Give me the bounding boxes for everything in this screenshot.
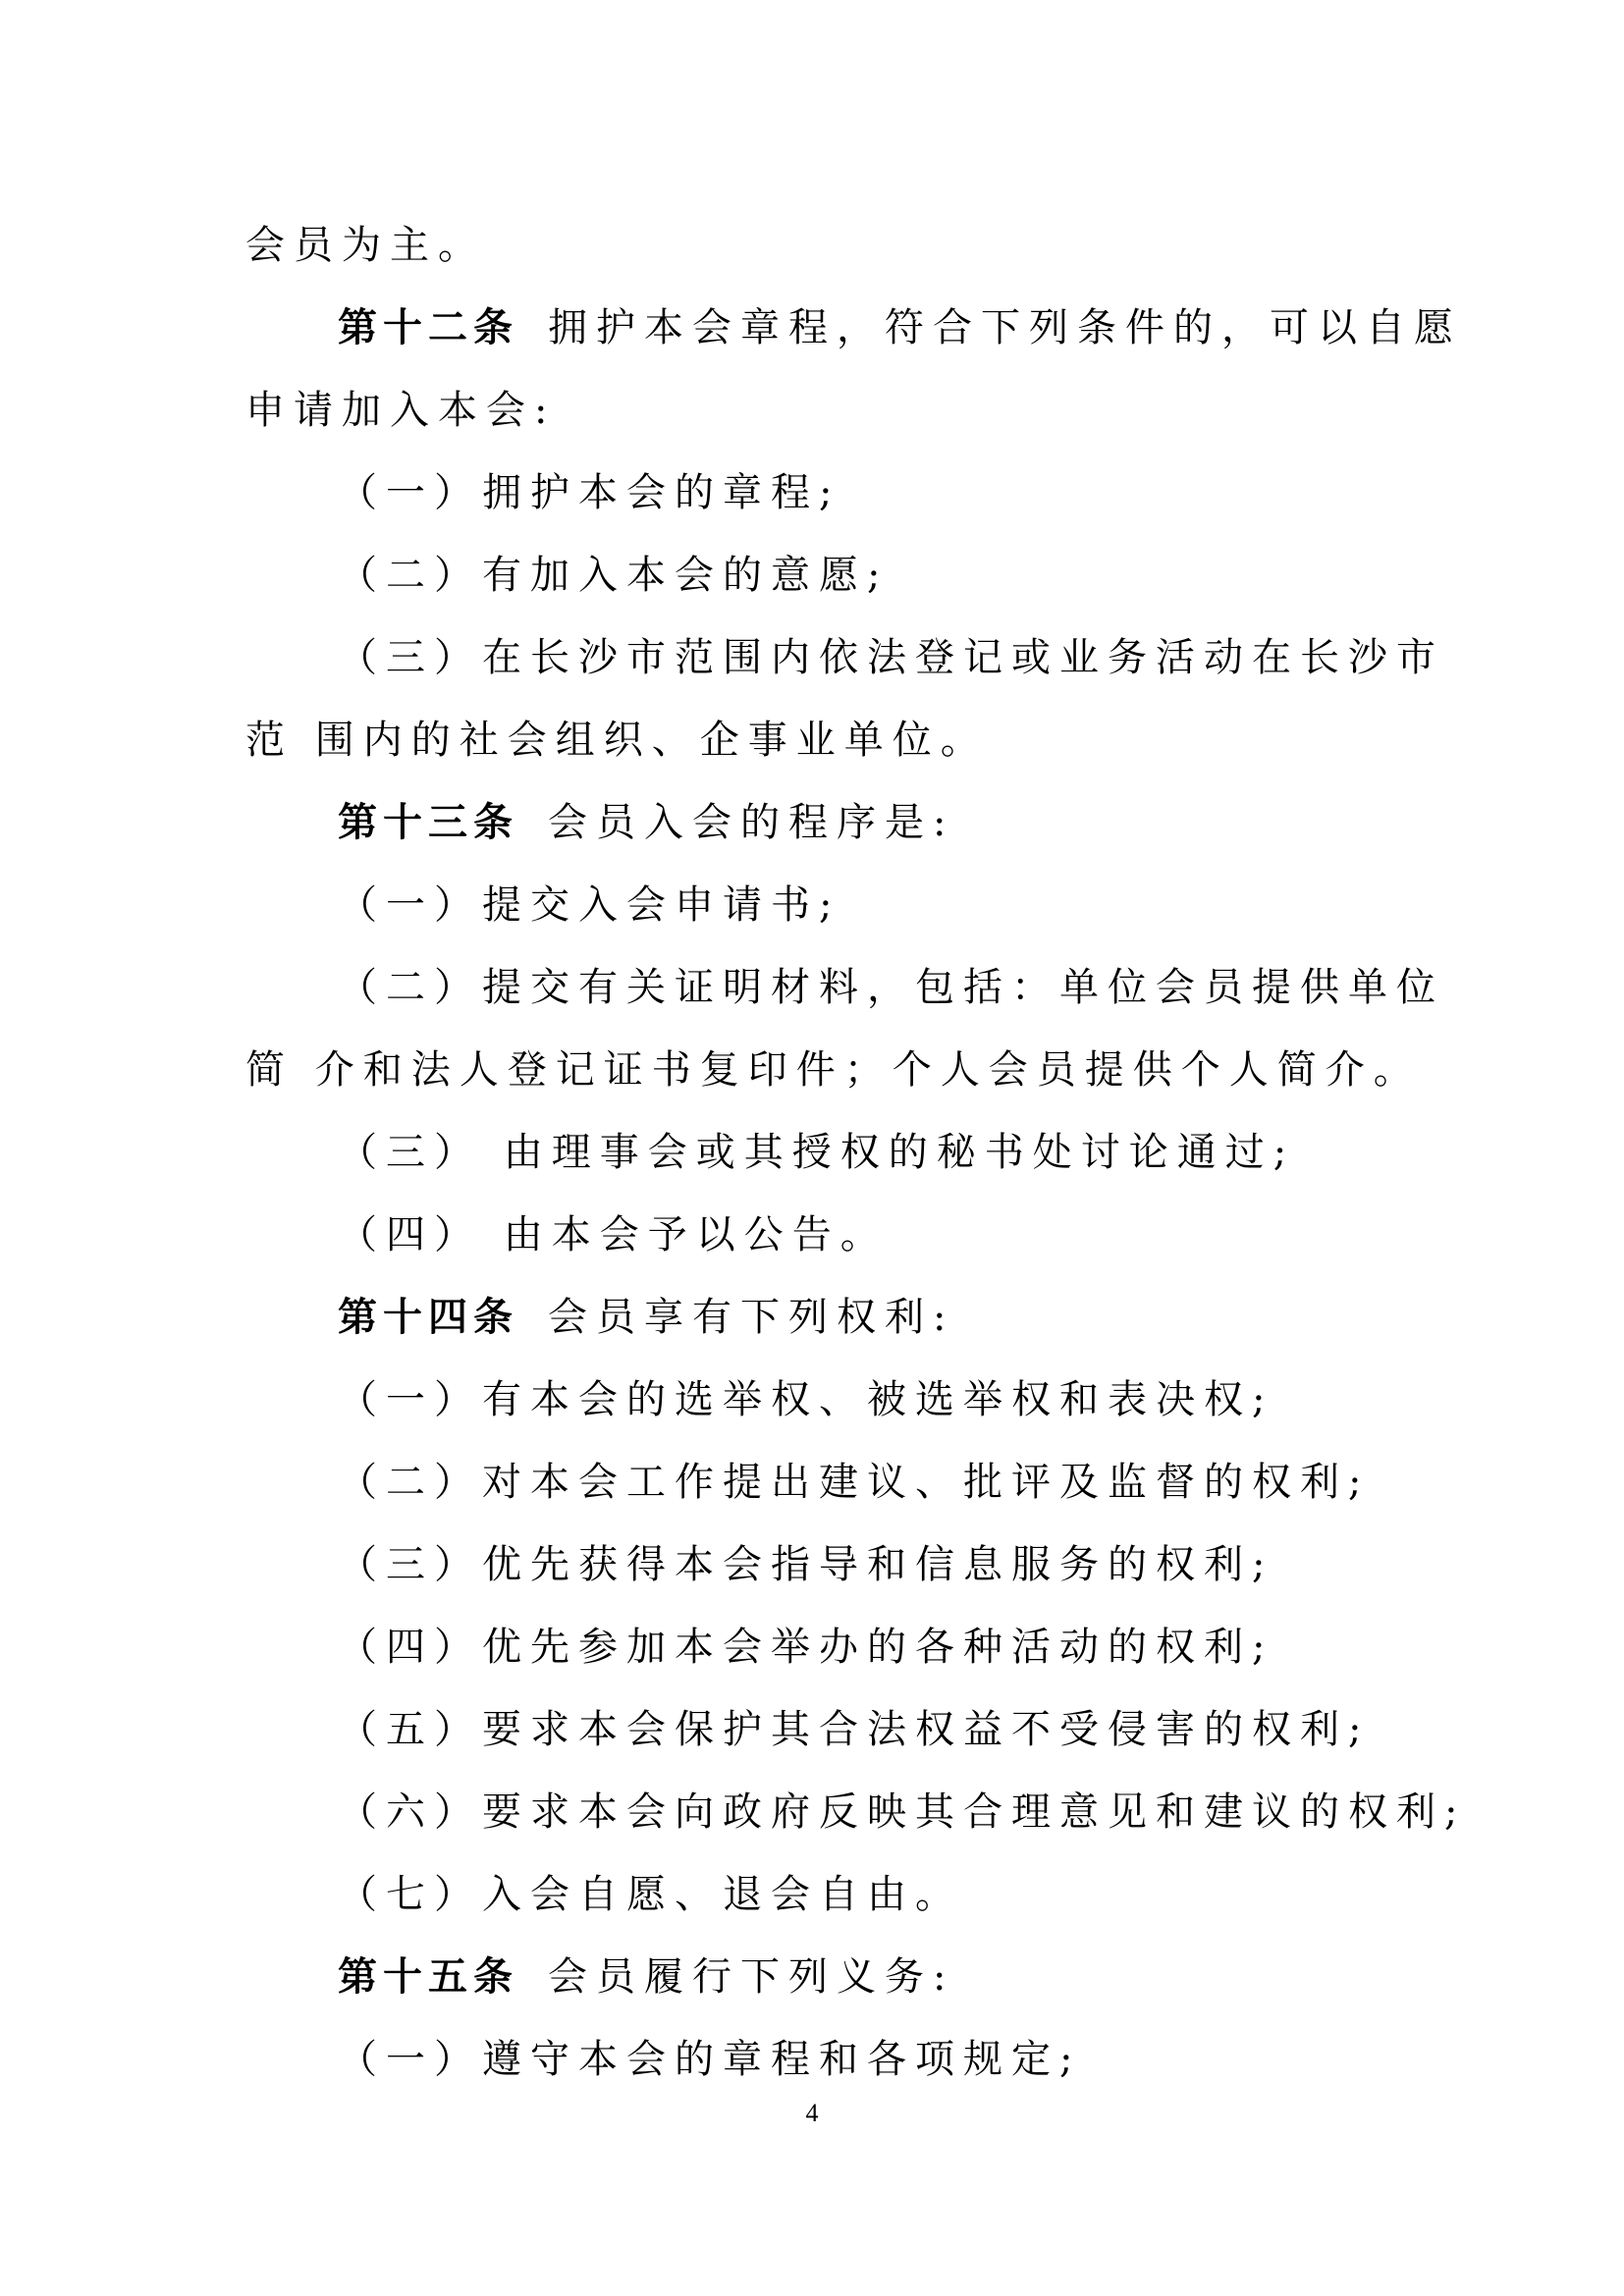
list-item: （四） 由本会予以公告。 bbox=[338, 1212, 889, 1257]
paragraph-line: 简 介和法人登记证书复印件；个人会员提供个人简介。 bbox=[245, 1047, 1422, 1093]
list-item: （六）要求本会向政府反映其合理意见和建议的权利; bbox=[338, 1789, 1467, 1835]
list-item: （二）提交有关证明材料，包括：单位会员提供单位 bbox=[338, 965, 1444, 1010]
list-item: （一）提交入会申请书; bbox=[338, 882, 841, 928]
list-item: （一）遵守本会的章程和各项规定; bbox=[338, 2037, 1082, 2082]
list-item: （七）入会自愿、退会自由。 bbox=[338, 1872, 963, 1917]
article-text: 会员履行下列义务: bbox=[548, 1954, 955, 2000]
article-13-line bbox=[338, 793, 1477, 852]
paragraph-line: 会员为主。 bbox=[245, 223, 486, 268]
article-text: 会员享有下列权利: bbox=[548, 1295, 955, 1340]
list-item: （三） 由理事会或其授权的秘书处讨论通过; bbox=[338, 1130, 1296, 1175]
paragraph-line: 范 围内的社会组织、企事业单位。 bbox=[245, 718, 989, 763]
list-item: （三）在长沙市范围内依法登记或业务活动在长沙市 bbox=[338, 635, 1444, 680]
list-item: （五）要求本会保护其合法权益不受侵害的权利; bbox=[338, 1707, 1371, 1752]
article-heading: 第十四条 bbox=[338, 1295, 518, 1340]
article-text: 会员入会的程序是: bbox=[548, 800, 955, 845]
list-item: （四）优先参加本会举办的各种活动的权利; bbox=[338, 1625, 1274, 1670]
article-text: 拥护本会章程，符合下列条件的，可以自愿 bbox=[548, 305, 1462, 350]
article-14-line bbox=[338, 1288, 1477, 1347]
article-heading: 第十三条 bbox=[338, 800, 518, 845]
article-heading: 第十二条 bbox=[338, 305, 518, 350]
list-item: （二）对本会工作提出建议、批评及监督的权利; bbox=[338, 1460, 1371, 1505]
paragraph-line: 申请加入本会: bbox=[245, 388, 557, 433]
article-heading: 第十五条 bbox=[338, 1954, 518, 2000]
list-item: （一）拥护本会的章程; bbox=[338, 470, 841, 515]
article-12-line bbox=[338, 298, 1477, 357]
list-item: （二）有加入本会的意愿; bbox=[338, 553, 890, 598]
list-item: （三）优先获得本会指导和信息服务的权利; bbox=[338, 1542, 1274, 1587]
list-item: （一）有本会的选举权、被选举权和表决权; bbox=[338, 1377, 1274, 1422]
page-number: 4 bbox=[805, 2099, 819, 2127]
article-15-line bbox=[338, 1948, 1477, 2006]
